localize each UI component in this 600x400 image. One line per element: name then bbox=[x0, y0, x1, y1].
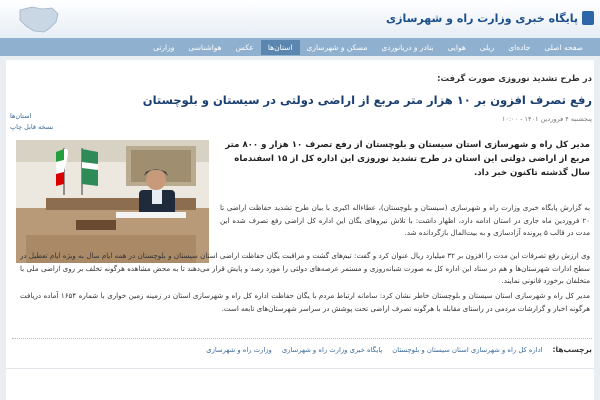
nav-item-ports[interactable]: بنادر و دریانوردی bbox=[381, 42, 434, 52]
article-date: پنجشنبه ۴ فروردین ۱۴۰۱ - ۱۰:۰۰ bbox=[501, 115, 592, 123]
nav-item-provinces[interactable]: استان‌ها bbox=[261, 40, 300, 55]
article-prehead: در طرح تشدید نوروزی صورت گرفت: bbox=[437, 74, 592, 84]
tag-item[interactable]: اداره کل راه و شهرسازی استان سیستان و بلوچستان bbox=[392, 345, 543, 354]
nav-item-ministry[interactable]: وزارتی bbox=[153, 42, 175, 52]
print-link[interactable]: نسخه قابل چاپ bbox=[10, 123, 54, 131]
article-headline[interactable]: رفع تصرف افزون بر ۱۰ هزار متر مربع از اراضی دولتی در سیستان و بلوچستان bbox=[142, 93, 592, 107]
tags-bar bbox=[12, 338, 592, 354]
main-nav bbox=[0, 38, 600, 56]
nav-item-home[interactable]: صفحه اصلی bbox=[544, 42, 583, 52]
site-header bbox=[0, 0, 600, 39]
article-paragraph-3: مدیر کل راه و شهرسازی استان سیستان و بلوچستان خاطر نشان کرد: سامانه ارتباط مردم با یگان حفاظت اداره کل راه و شهرسازی استان در زمینه زمین خواری با شماره ۱۶۵۴ آماده دریافت هرگونه اخبار و گزارشات مردمی در راستای مقابله با هرگونه تصرف اراضی تحت پوشش در سراسر شهرستان‌های تابعه است. bbox=[20, 291, 590, 313]
divider bbox=[6, 368, 594, 369]
category-link[interactable]: استان‌ها bbox=[10, 112, 32, 120]
nav-item-weather[interactable]: هواشناسی bbox=[188, 42, 222, 52]
nav-item-rail[interactable]: ریلی bbox=[479, 42, 495, 52]
article-paragraph-1: به گزارش پایگاه خبری وزارت راه و شهرسازی (سیستان و بلوچستان)، عطاءاله اکبری با بیان طرح تشدید حفاظت اراضی تا ۲۰ فروردین ماه جاری در استان ادامه دارد، اظهار داشت: با تلاش نیروهای یگان این اداره کل اراضی رفع تصرف شده این مدت در قالب ۵ پرونده آزادسازی و به بیت‌المال بازگردانده شد. bbox=[220, 203, 590, 237]
tag-item[interactable]: وزارت راه و شهرسازی bbox=[206, 345, 272, 354]
article-photo bbox=[16, 140, 209, 263]
nav-item-road[interactable]: جاده‌ای bbox=[508, 42, 531, 52]
nav-item-photo[interactable]: عکس bbox=[235, 42, 254, 52]
article-tools bbox=[10, 112, 53, 134]
site-title[interactable]: پایگاه خبری وزارت راه و شهرسازی bbox=[386, 12, 578, 25]
ministry-logo-icon[interactable] bbox=[582, 11, 594, 25]
iran-map-icon bbox=[14, 4, 62, 36]
nav-item-housing[interactable]: مسکن و شهرسازی bbox=[306, 42, 368, 52]
article-paragraph-2: وی ارزش رفع تصرفات این مدت را افزون بر ۳۲ میلیارد ریال عنوان کرد و گفت: تیم‌های گشت و مراقبت یگان حفاظت اراضی استان سیستان و بلوچستان در همه ایام سال به ویژه ایام تعطیل در سطح ادارات شهرستان‌ها و هم در ستاد این اداره کل به صورت شبانه‌روزی و مستمر عرصه‌های دولتی را مورد رصد و پایش قرار می‌دهند تا به محض مشاهده هرگونه تخلف بر روی اراضی ملی با متخلفان برخورد قانونی نمایند. bbox=[20, 251, 590, 285]
tag-item[interactable]: پایگاه خبری وزارت راه و شهرسازی bbox=[281, 345, 383, 354]
article-lead: مدیر کل راه و شهرسازی استان سیستان و بلوچستان از رفع تصرف ۱۰ هزار و ۸۰۰ متر مربع از اراضی دولتی این استان در طرح تشدید نوروزی این اداره کل از ۱۵ اسفندماه سال گذشته تاکنون خبر داد. bbox=[225, 140, 590, 178]
nav-item-air[interactable]: هوایی bbox=[447, 42, 466, 52]
tags-label: برچسب‌ها: bbox=[552, 345, 592, 354]
